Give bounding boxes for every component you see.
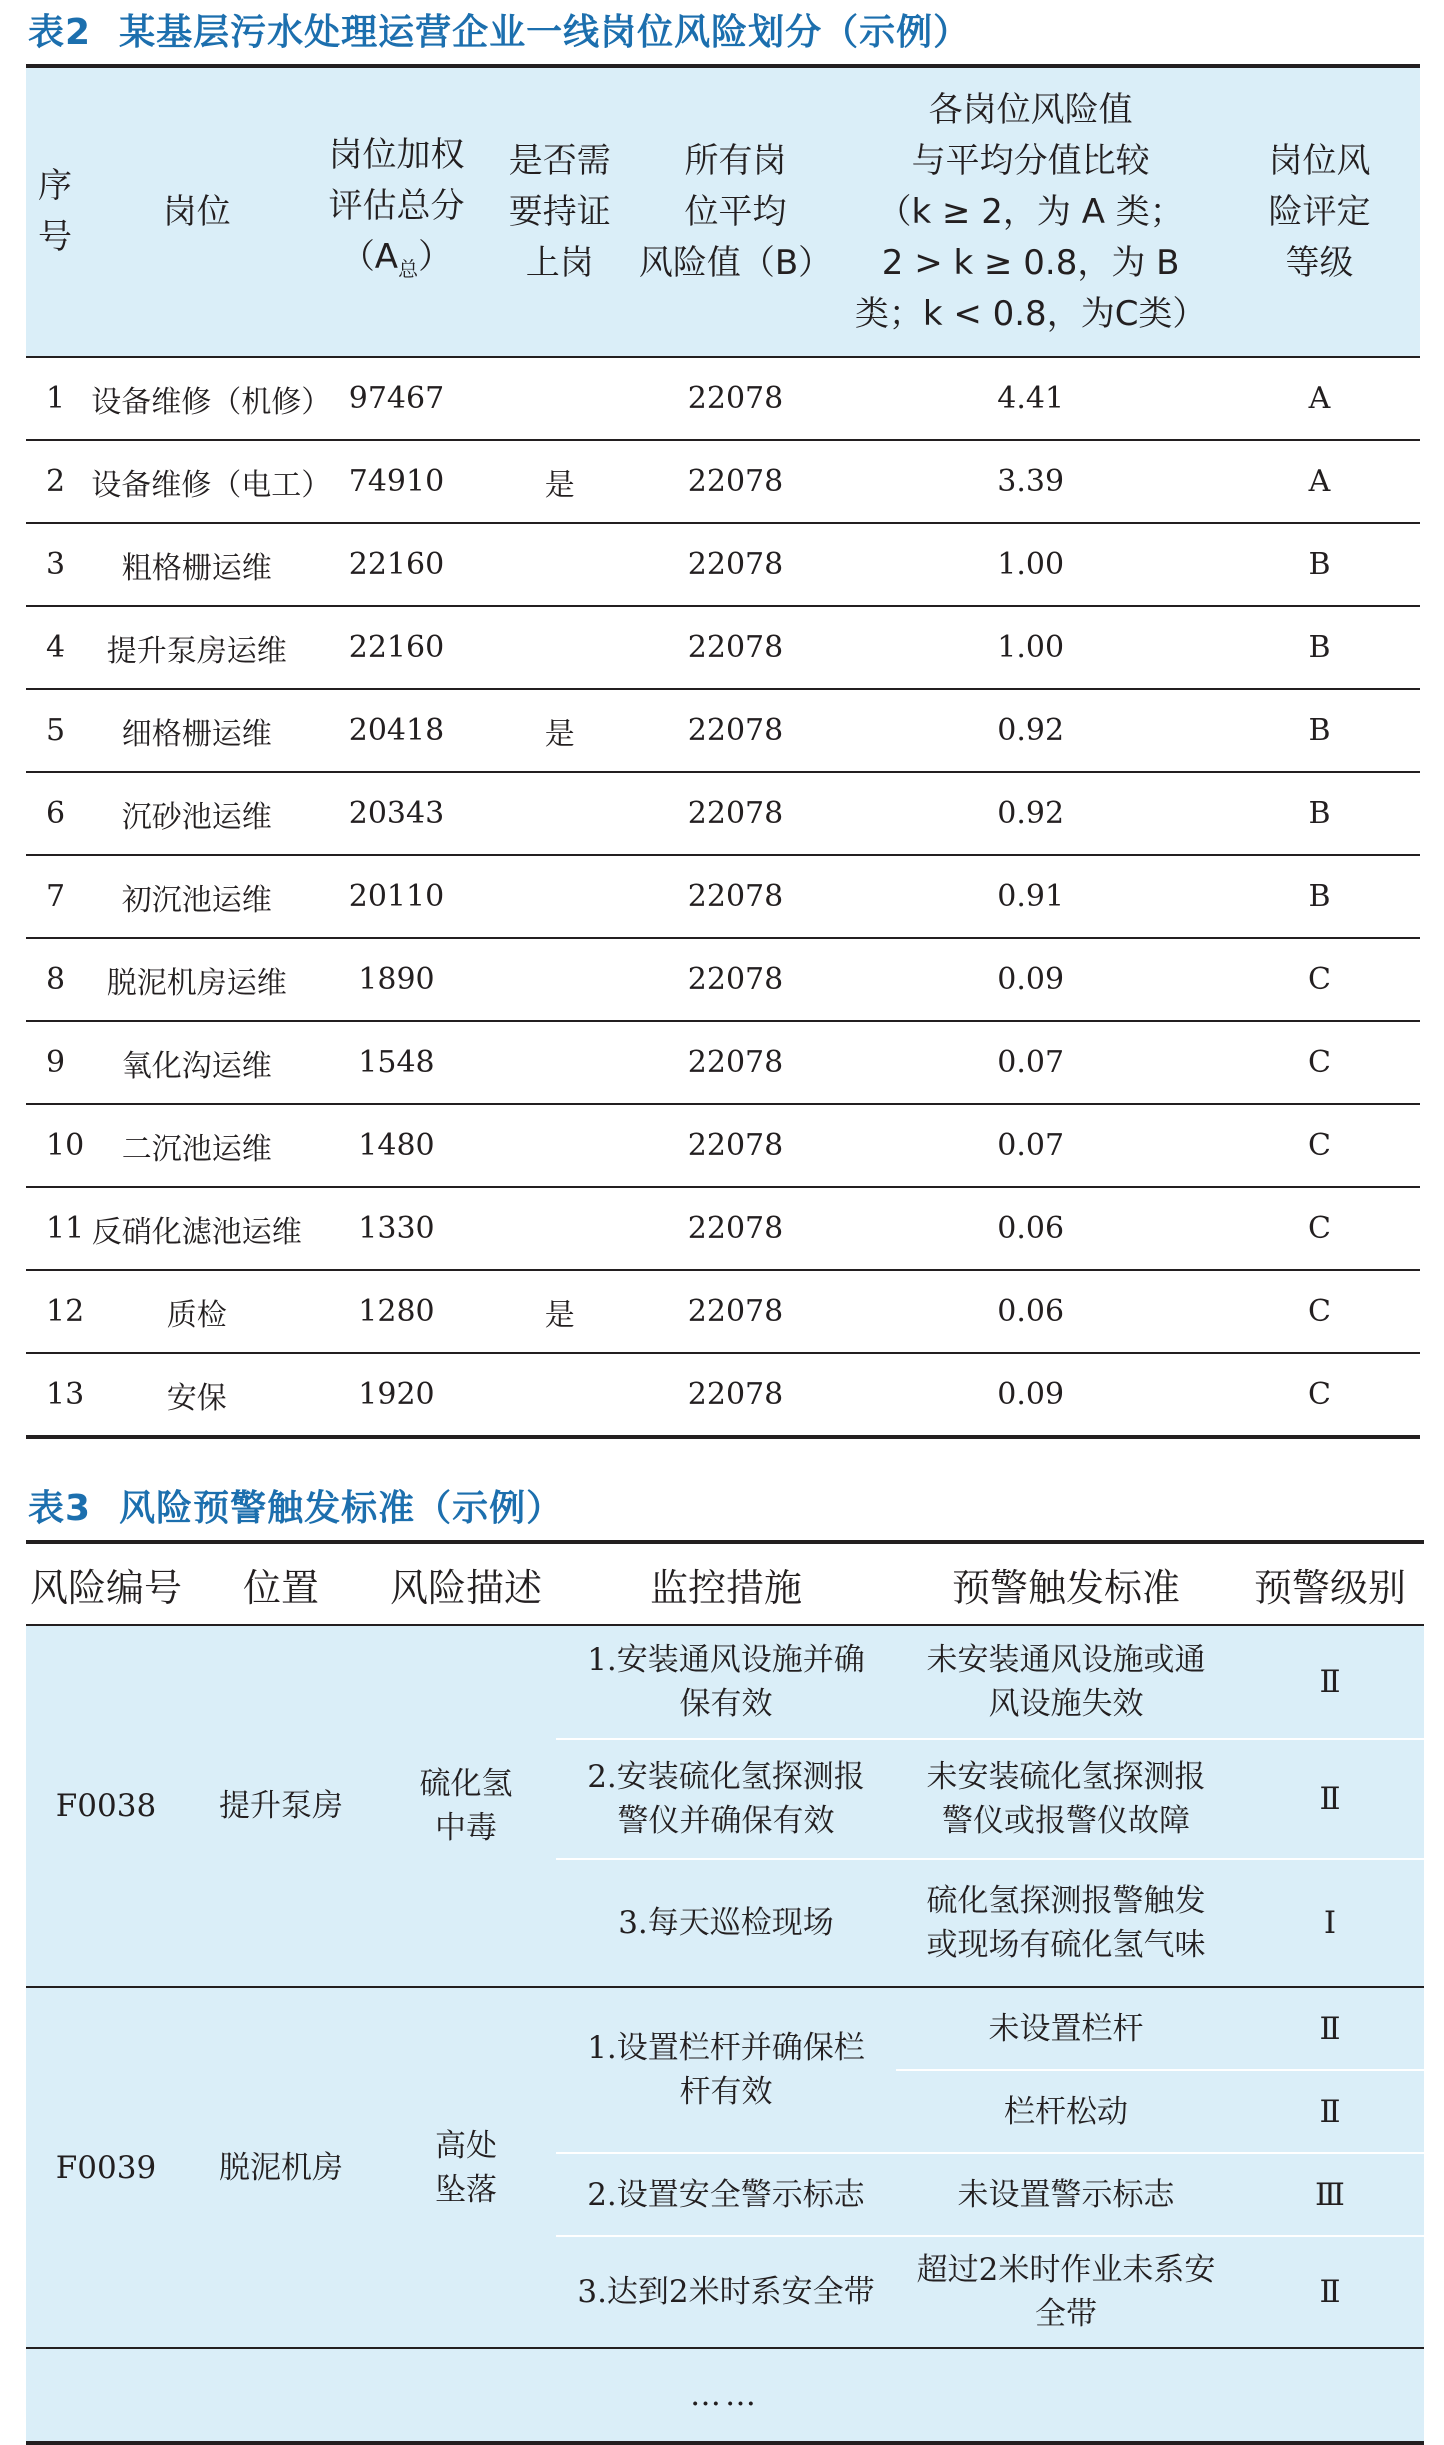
post-name: 安保 (91, 1353, 302, 1437)
risk-warning-table (26, 1540, 1424, 2445)
comparison-ratio: 0.92 (842, 772, 1219, 855)
header-warning-level: 预警级别 (1236, 1542, 1424, 1625)
risk-grade: B (1219, 523, 1420, 606)
table-row (26, 1625, 1424, 1739)
table3-caption-number: 表3 (28, 1488, 92, 1529)
post-name: 脱泥机房运维 (91, 938, 302, 1021)
table2-header-row (26, 66, 1420, 357)
comparison-ratio: 4.41 (842, 357, 1219, 440)
weighted-score: 22160 (302, 523, 490, 606)
table-row (26, 606, 1420, 689)
trigger-standard: 未设置栏杆 (896, 1987, 1236, 2070)
table-row (26, 440, 1420, 523)
table3-header-row (26, 1542, 1424, 1625)
risk-grade: C (1219, 1353, 1420, 1437)
average-risk: 22078 (629, 772, 842, 855)
average-risk: 22078 (629, 1353, 842, 1437)
monitoring-measure: 1.安装通风设施并确 保有效 (556, 1625, 896, 1739)
header-average-risk: 所有岗 位平均 风险值（B） (629, 66, 842, 357)
comparison-ratio: 0.06 (842, 1270, 1219, 1353)
average-risk: 22078 (629, 855, 842, 938)
header-weighted-score: 岗位加权 评估总分 $(A_总)$ (302, 66, 490, 357)
post-name: 设备维修（机修） (91, 357, 302, 440)
certificate-required (491, 938, 629, 1021)
risk-location: 脱泥机房 (186, 1987, 376, 2348)
risk-grade: A (1219, 357, 1420, 440)
trigger-standard: 硫化氢探测报警触发 或现场有硫化氢气味 (896, 1859, 1236, 1987)
post-name: 设备维修（电工） (91, 440, 302, 523)
row-number: 10 (26, 1104, 91, 1187)
table2-caption-number: 表2 (28, 12, 92, 53)
weighted-score: 20343 (302, 772, 490, 855)
monitoring-measure: 2.设置安全警示标志 (556, 2153, 896, 2236)
comparison-ratio: 0.91 (842, 855, 1219, 938)
post-name: 细格栅运维 (91, 689, 302, 772)
header-comparison: 各岗位风险值 与平均分值比较 （k ≥ 2，为 A 类； 2 > k ≥ 0.8，为 B 类；k < 0.8，为C类） (842, 66, 1219, 357)
risk-code: F0038 (26, 1625, 186, 1987)
table-row (26, 1987, 1424, 2070)
row-number: 6 (26, 772, 91, 855)
risk-grade: C (1219, 1187, 1420, 1270)
row-number: 9 (26, 1021, 91, 1104)
row-number: 3 (26, 523, 91, 606)
trigger-standard: 超过2米时作业未系安 全带 (896, 2236, 1236, 2348)
post-risk-table (26, 64, 1420, 1439)
header-risk-description: 风险描述 (376, 1542, 556, 1625)
weighted-score: 1890 (302, 938, 490, 1021)
weighted-score: 97467 (302, 357, 490, 440)
post-name: 沉砂池运维 (91, 772, 302, 855)
comparison-ratio: 0.09 (842, 938, 1219, 1021)
warning-level: Ⅱ (1236, 1625, 1424, 1739)
table-row (26, 855, 1420, 938)
certificate-required (491, 855, 629, 938)
weighted-score: 1280 (302, 1270, 490, 1353)
average-risk: 22078 (629, 1270, 842, 1353)
certificate-required (491, 772, 629, 855)
comparison-ratio: 0.09 (842, 1353, 1219, 1437)
monitoring-measure: 1.设置栏杆并确保栏 杆有效 (556, 1987, 896, 2153)
header-location: 位置 (186, 1542, 376, 1625)
comparison-ratio: 0.92 (842, 689, 1219, 772)
row-number: 4 (26, 606, 91, 689)
table3-caption-title: 风险预警触发标准（示例） (119, 1488, 564, 1529)
comparison-ratio: 1.00 (842, 523, 1219, 606)
certificate-required: 是 (491, 440, 629, 523)
monitoring-measure: 3.每天巡检现场 (556, 1859, 896, 1987)
comparison-ratio: 0.07 (842, 1104, 1219, 1187)
certificate-required (491, 606, 629, 689)
certificate-required (491, 357, 629, 440)
table3-body (26, 1625, 1424, 2443)
header-certificate-required: 是否需 要持证 上岗 (491, 66, 629, 357)
post-name: 反硝化滤池运维 (91, 1187, 302, 1270)
row-number: 1 (26, 357, 91, 440)
header-risk-code: 风险编号 (26, 1542, 186, 1625)
warning-level: Ⅱ (1236, 1739, 1424, 1859)
header-risk-grade: 岗位风 险评定 等级 (1219, 66, 1420, 357)
average-risk: 22078 (629, 938, 842, 1021)
risk-description: 硫化氢 中毒 (376, 1625, 556, 1987)
average-risk: 22078 (629, 523, 842, 606)
risk-location: 提升泵房 (186, 1625, 376, 1987)
weighted-score: 1480 (302, 1104, 490, 1187)
average-risk: 22078 (629, 440, 842, 523)
comparison-ratio: 3.39 (842, 440, 1219, 523)
risk-grade: C (1219, 938, 1420, 1021)
post-name: 二沉池运维 (91, 1104, 302, 1187)
average-risk: 22078 (629, 1021, 842, 1104)
weighted-score: 1920 (302, 1353, 490, 1437)
risk-description: 高处 坠落 (376, 1987, 556, 2348)
risk-grade: B (1219, 689, 1420, 772)
risk-grade: B (1219, 772, 1420, 855)
table-row (26, 689, 1420, 772)
row-number: 11 (26, 1187, 91, 1270)
warning-level: Ⅱ (1236, 2070, 1424, 2153)
average-risk: 22078 (629, 1187, 842, 1270)
table-row (26, 357, 1420, 440)
risk-grade: C (1219, 1021, 1420, 1104)
comparison-ratio: 0.07 (842, 1021, 1219, 1104)
row-number: 5 (26, 689, 91, 772)
table3-caption (28, 1480, 563, 1531)
warning-level: Ⅲ (1236, 2153, 1424, 2236)
weighted-score: 74910 (302, 440, 490, 523)
average-risk: 22078 (629, 357, 842, 440)
weighted-score: 22160 (302, 606, 490, 689)
weighted-score: 20110 (302, 855, 490, 938)
monitoring-measure: 3.达到2米时系安全带 (556, 2236, 896, 2348)
risk-grade: A (1219, 440, 1420, 523)
weighted-score: 1548 (302, 1021, 490, 1104)
post-name: 粗格栅运维 (91, 523, 302, 606)
table-row (26, 1021, 1420, 1104)
average-risk: 22078 (629, 1104, 842, 1187)
post-name: 质检 (91, 1270, 302, 1353)
post-name: 氧化沟运维 (91, 1021, 302, 1104)
row-number: 13 (26, 1353, 91, 1437)
weighted-score: 1330 (302, 1187, 490, 1270)
table-row (26, 523, 1420, 606)
risk-grade: C (1219, 1270, 1420, 1353)
row-number: 7 (26, 855, 91, 938)
warning-level: Ⅱ (1236, 1987, 1424, 2070)
average-risk: 22078 (629, 689, 842, 772)
post-name: 提升泵房运维 (91, 606, 302, 689)
table-row (26, 772, 1420, 855)
weighted-score: 20418 (302, 689, 490, 772)
risk-grade: B (1219, 855, 1420, 938)
trigger-standard: 未安装通风设施或通 风设施失效 (896, 1625, 1236, 1739)
row-number: 2 (26, 440, 91, 523)
trigger-standard: 未设置警示标志 (896, 2153, 1236, 2236)
ellipsis-row (26, 2348, 1424, 2443)
trigger-standard: 未安装硫化氢探测报 警仪或报警仪故障 (896, 1739, 1236, 1859)
certificate-required: 是 (491, 1270, 629, 1353)
table2-caption (28, 4, 970, 55)
monitoring-measure: 2.安装硫化氢探测报 警仪并确保有效 (556, 1739, 896, 1859)
row-number: 8 (26, 938, 91, 1021)
average-risk: 22078 (629, 606, 842, 689)
table-row (26, 1187, 1420, 1270)
header-trigger-standard: 预警触发标准 (896, 1542, 1236, 1625)
risk-grade: C (1219, 1104, 1420, 1187)
warning-level: Ⅰ (1236, 1859, 1424, 1987)
header-post: 岗位 (91, 66, 302, 357)
ellipsis: …… (26, 2348, 1424, 2443)
header-monitoring-measure: 监控措施 (556, 1542, 896, 1625)
certificate-required: 是 (491, 689, 629, 772)
risk-code: F0039 (26, 1987, 186, 2348)
warning-level: Ⅱ (1236, 2236, 1424, 2348)
comparison-ratio: 0.06 (842, 1187, 1219, 1270)
trigger-standard: 栏杆松动 (896, 2070, 1236, 2153)
table2-body (26, 357, 1420, 1437)
table-row (26, 1270, 1420, 1353)
certificate-required (491, 1021, 629, 1104)
row-number: 12 (26, 1270, 91, 1353)
certificate-required (491, 1187, 629, 1270)
certificate-required (491, 1104, 629, 1187)
post-name: 初沉池运维 (91, 855, 302, 938)
header-seq: 序 号 (26, 66, 91, 357)
certificate-required (491, 1353, 629, 1437)
certificate-required (491, 523, 629, 606)
table-row (26, 938, 1420, 1021)
table-row (26, 1104, 1420, 1187)
table-row (26, 1353, 1420, 1437)
table2-caption-title: 某基层污水处理运营企业一线岗位风险划分（示例） (119, 12, 971, 53)
comparison-ratio: 1.00 (842, 606, 1219, 689)
risk-grade: B (1219, 606, 1420, 689)
